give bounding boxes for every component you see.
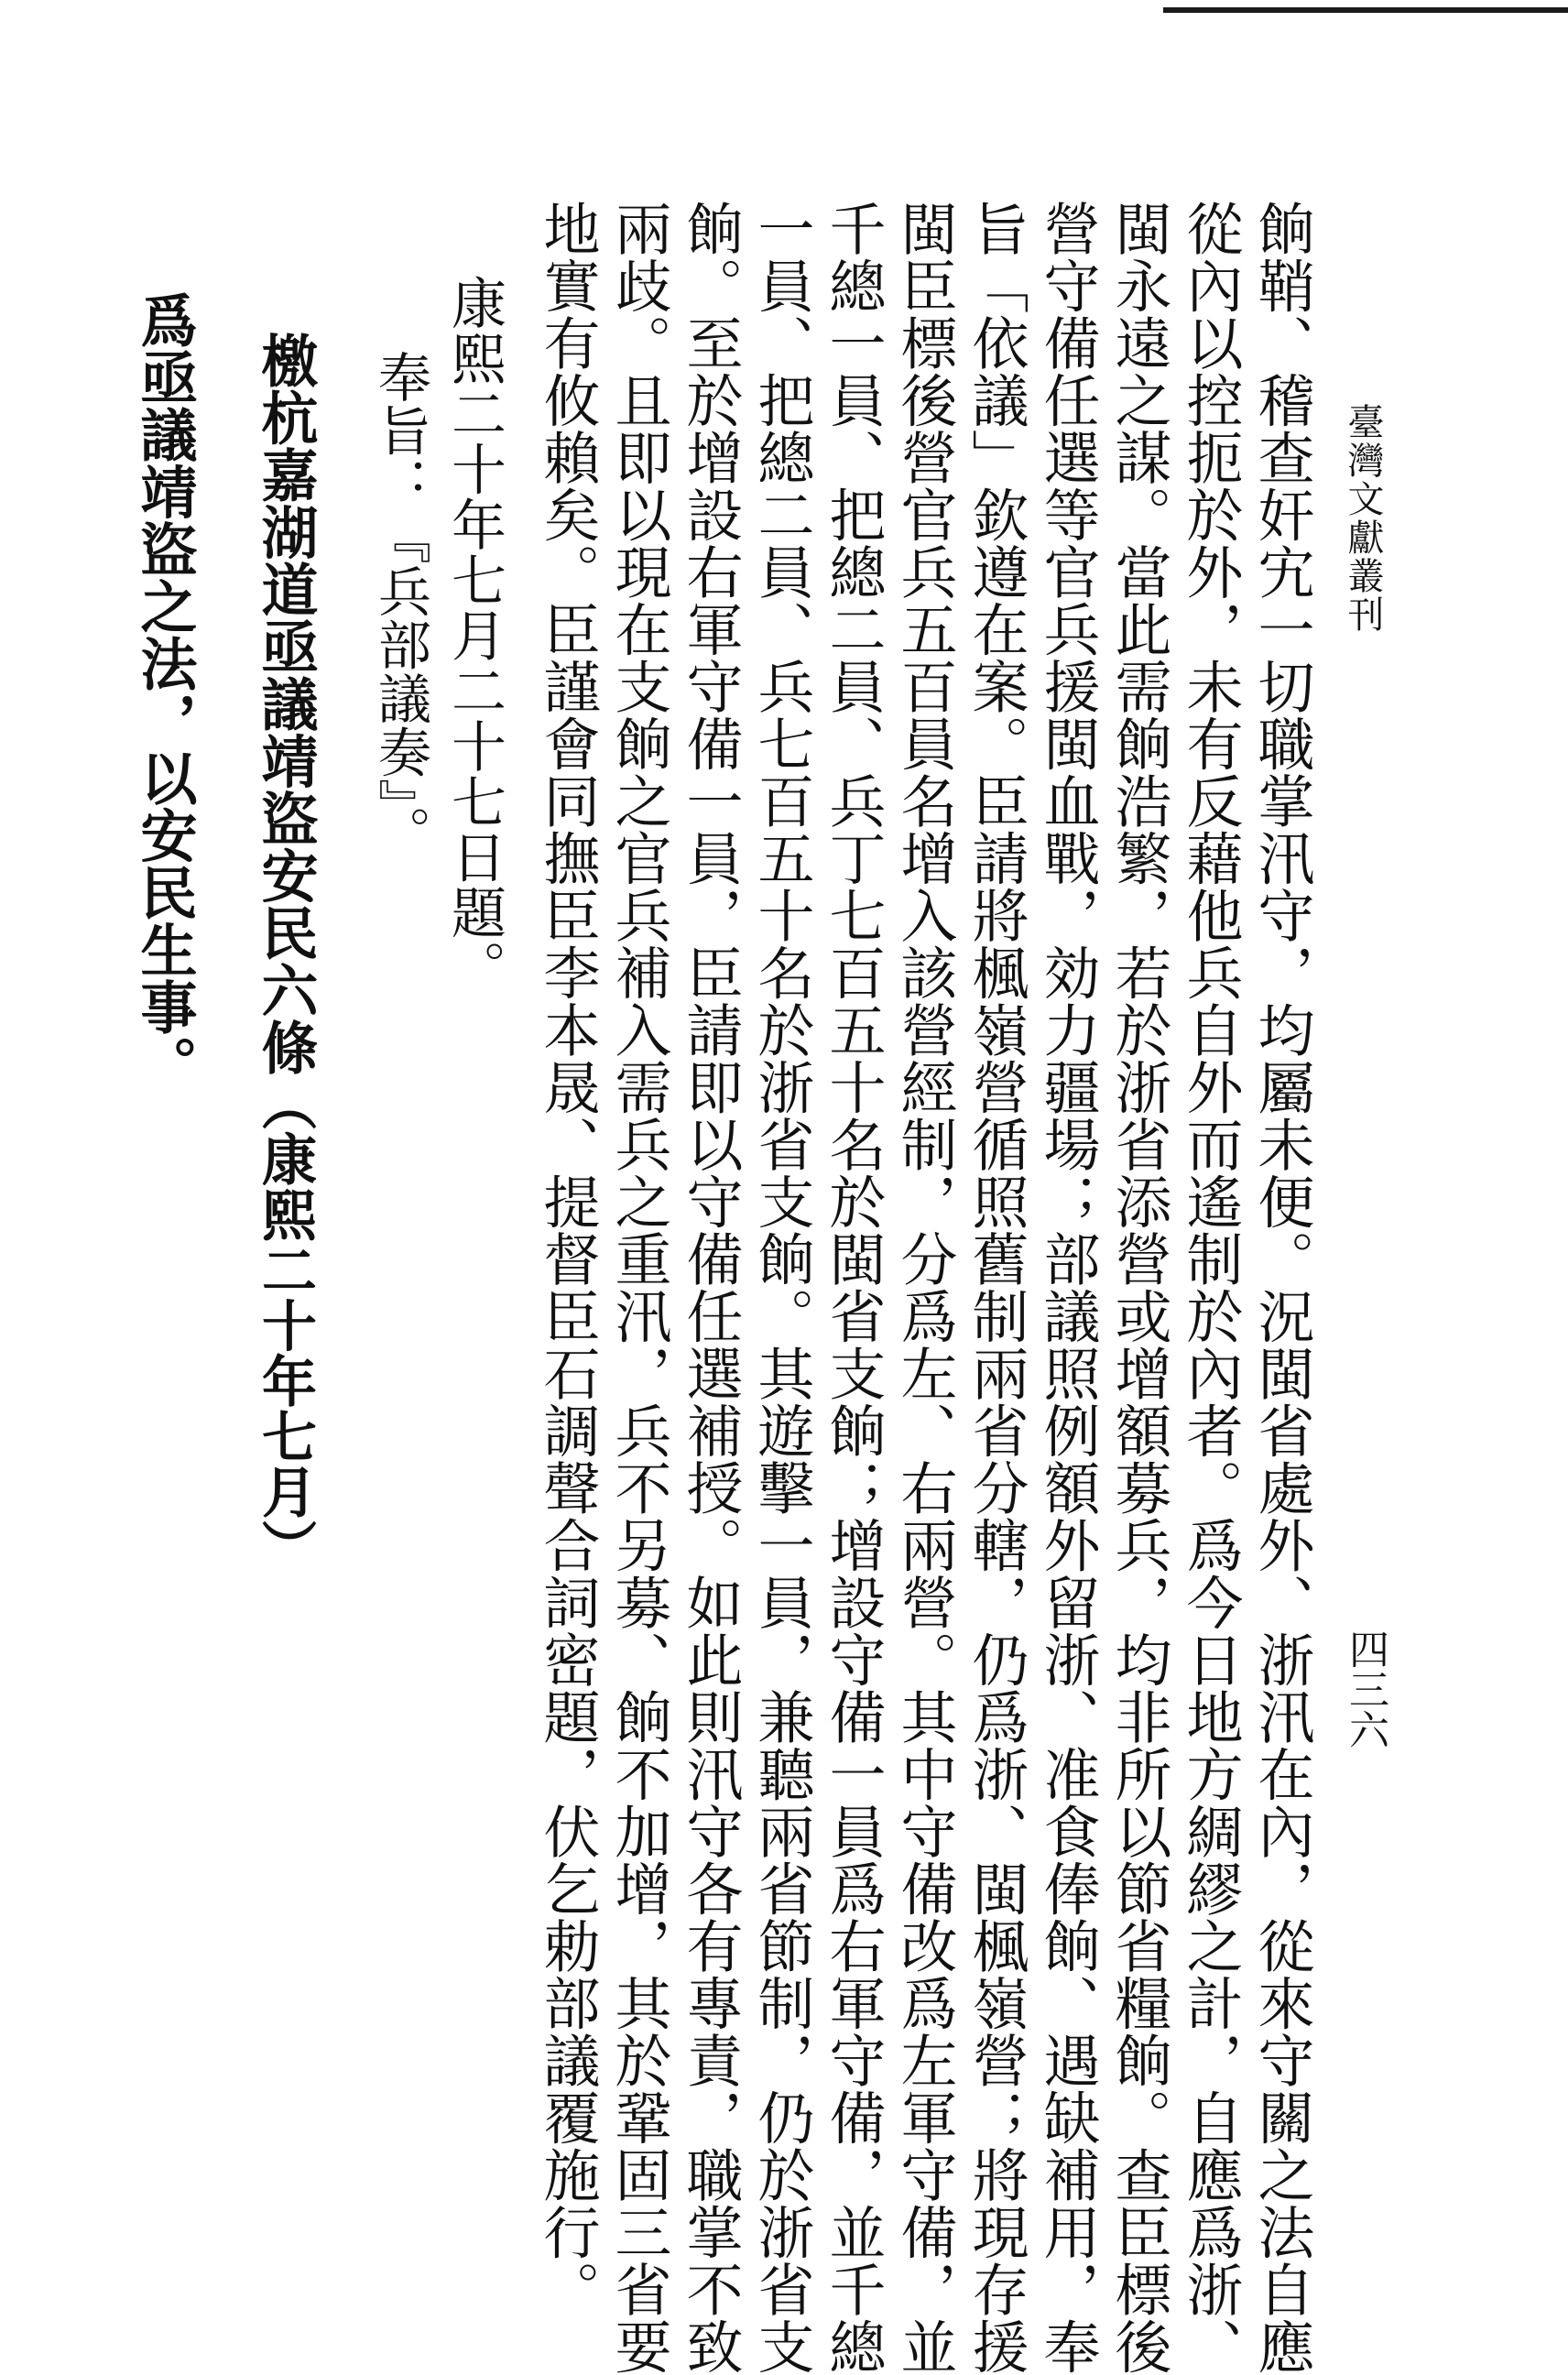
running-header-title: 臺灣文獻叢刊: [1342, 403, 1384, 634]
imperial-edict: 奉旨：『兵部議奏』。: [369, 350, 431, 859]
page-number: 四三六: [1342, 1629, 1388, 1749]
text-column: 從內以控扼於外，未有反藉他兵自外而遙制於內者。爲今日地方綢繆之計，自應爲浙、: [1177, 200, 1244, 2375]
text-column: 地實有攸賴矣。臣謹會同撫臣李本晟、提督臣石調聲合詞密題，伏乞勅部議覆施行。: [534, 200, 601, 2318]
section-title-text: 檄杭嘉湖道亟議靖盜安民六條: [252, 332, 319, 1076]
text-column: 營守備任選等官兵援閩血戰，効力疆場；部議照例額外留浙、准食俸餉、遇缺補用，奉: [1034, 200, 1101, 2375]
text-column: 千總一員、把總二員、兵丁七百五十名於閩省支餉；增設守備一員爲右軍守備，並千總: [820, 200, 887, 2375]
section-title: [252, 332, 319, 1574]
text-column: 兩歧。且即以現在支餉之官兵補入需兵之重汛，兵不另募、餉不加增，其於鞏固三省要: [605, 200, 672, 2375]
text-column: 餉鞘、稽查奸宄一切職掌汛守，均屬未便。況閩省處外、浙汛在內，從來守關之法自應: [1248, 200, 1315, 2375]
text-column: 閩永遠之謀。當此需餉浩繁，若於浙省添營或增額募兵，均非所以節省糧餉。查臣標後: [1105, 200, 1172, 2375]
text-column: 旨「依議」欽遵在案。臣請將楓嶺營循照舊制兩省分轄，仍爲浙、閩楓嶺營；將現存援: [963, 200, 1029, 2375]
top-rule: [1163, 7, 1568, 13]
text-column: 閩臣標後營官兵五百員名增入該營經制，分爲左、右兩營。其中守備改爲左軍守備，並: [891, 200, 958, 2375]
memorial-date: 康熙二十年七月二十七日題。: [442, 275, 506, 996]
section-date: （康熙二十年七月）: [253, 1075, 317, 1574]
text-column: 餉。至於增設右軍守備一員，臣請即以守備任選補授。如此則汛守各有專責，職掌不致: [677, 200, 744, 2375]
section-first-line: 爲亟議靖盜之法，以安民生事。: [131, 291, 198, 1093]
text-column: 一員、把總二員、兵七百五十名於浙省支餉。其遊擊一員，兼聽兩省節制，仍於浙省支: [748, 200, 815, 2375]
